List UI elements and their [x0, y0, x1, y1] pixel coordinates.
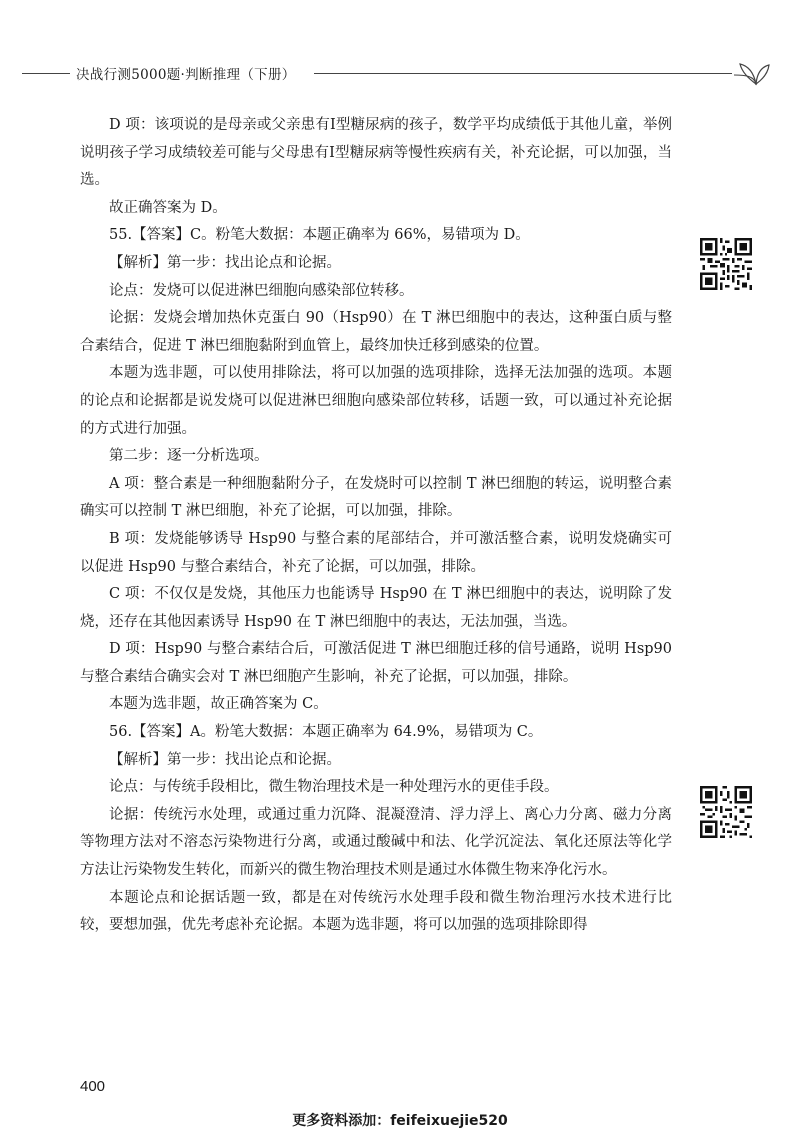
paragraph: 本题为选非题，故正确答案为 C。 [109, 696, 328, 713]
paragraph: 论据：发烧会增加热休克蛋白 90（Hsp90）在 T 淋巴细胞中的表达，这种蛋白质与整合素结合，促进 T 淋巴细胞黏附到血管上，最终加快迁移到感染的位置。 [80, 310, 672, 354]
paragraph: 第二步：逐一分析选项。 [109, 448, 269, 465]
page-number: 400 [80, 1078, 106, 1095]
page-body [80, 112, 672, 940]
paragraph: A 项：整合素是一种细胞黏附分子，在发烧时可以控制 T 淋巴细胞的转运，说明整合素确实可以控制 T 淋巴细胞，补充了论据，可以加强，排除。 [80, 475, 672, 520]
paragraph: D 项：Hsp90 与整合素结合后，可激活促进 T 淋巴细胞迁移的信号通路，说明 Hsp90 与整合素结合确实会对 T 淋巴细胞产生影响，补充了论据，可以加强，排除。 [80, 641, 672, 685]
paragraph: B 项：发烧能够诱导 Hsp90 与整合素的尾部结合，并可激活整合素，说明发烧确实可以促进 Hsp90 与整合素结合，补充了论据，可以加强，排除。 [80, 530, 672, 575]
paragraph: 本题为选非题，可以使用排除法，将可以加强的选项排除，选择无法加强的选项。本题的论点和论据都是说发烧可以促进淋巴细胞向感染部位转移，话题一致，可以通过补充论据的方式进行加强。 [80, 365, 672, 437]
running-header [0, 58, 800, 88]
answer-heading: 55.【答案】C。粉笔大数据：本题正确率为 66%，易错项为 D。 [109, 227, 530, 244]
paragraph: 论据：传统污水处理，或通过重力沉降、混凝澄清、浮力浮上、离心力分离、磁力分离等物理方法对不溶态污染物进行分离，或通过酸碱中和法、化学沉淀法、氧化还原法等化学方法让污染物发生转化，而新兴的微生物治理技术则是通过水体微生物来净化污水。 [80, 806, 672, 879]
paragraph: 论点：发烧可以促进淋巴细胞向感染部位转移。 [109, 282, 414, 299]
book-title: 决战行测5000题·判断推理（下册） [76, 67, 296, 83]
analysis-heading: 【解析】第一步：找出论点和论据。 [109, 254, 341, 271]
footer-note: 更多资料添加：feifeixuejie520 [292, 1113, 508, 1129]
header-rule-left [22, 73, 70, 74]
answer-heading: 56.【答案】A。粉笔大数据：本题正确率为 64.9%，易错项为 C。 [109, 724, 543, 741]
paragraph: C 项：不仅仅是发烧，其他压力也能诱导 Hsp90 在 T 淋巴细胞中的表达，说明除了发烧，还存在其他因素诱导 Hsp90 在 T 淋巴细胞中的表达，无法加强，当选。 [80, 586, 672, 630]
sprout-icon [732, 58, 772, 88]
analysis-heading: 【解析】第一步：找出论点和论据。 [109, 751, 341, 768]
header-rule-right [314, 73, 732, 74]
paragraph: 故正确答案为 D。 [109, 199, 227, 216]
paragraph: 论点：与传统手段相比，微生物治理技术是一种处理污水的更佳手段。 [109, 779, 559, 796]
paragraph: D 项：该项说的是母亲或父亲患有Ⅰ型糖尿病的孩子，数学平均成绩低于其他儿童，举例说明孩子学习成绩较差可能与父母患有Ⅰ型糖尿病等慢性疾病有关，补充论据，可以加强，当选。 [80, 117, 672, 189]
qr-code-icon[interactable] [700, 238, 752, 290]
qr-code-icon[interactable] [700, 786, 752, 838]
paragraph: 本题论点和论据话题一致，都是在对传统污水处理手段和微生物治理污水技术进行比较，要想加强，优先考虑补充论据。本题为选非题，将可以加强的选项排除即得 [80, 889, 672, 934]
